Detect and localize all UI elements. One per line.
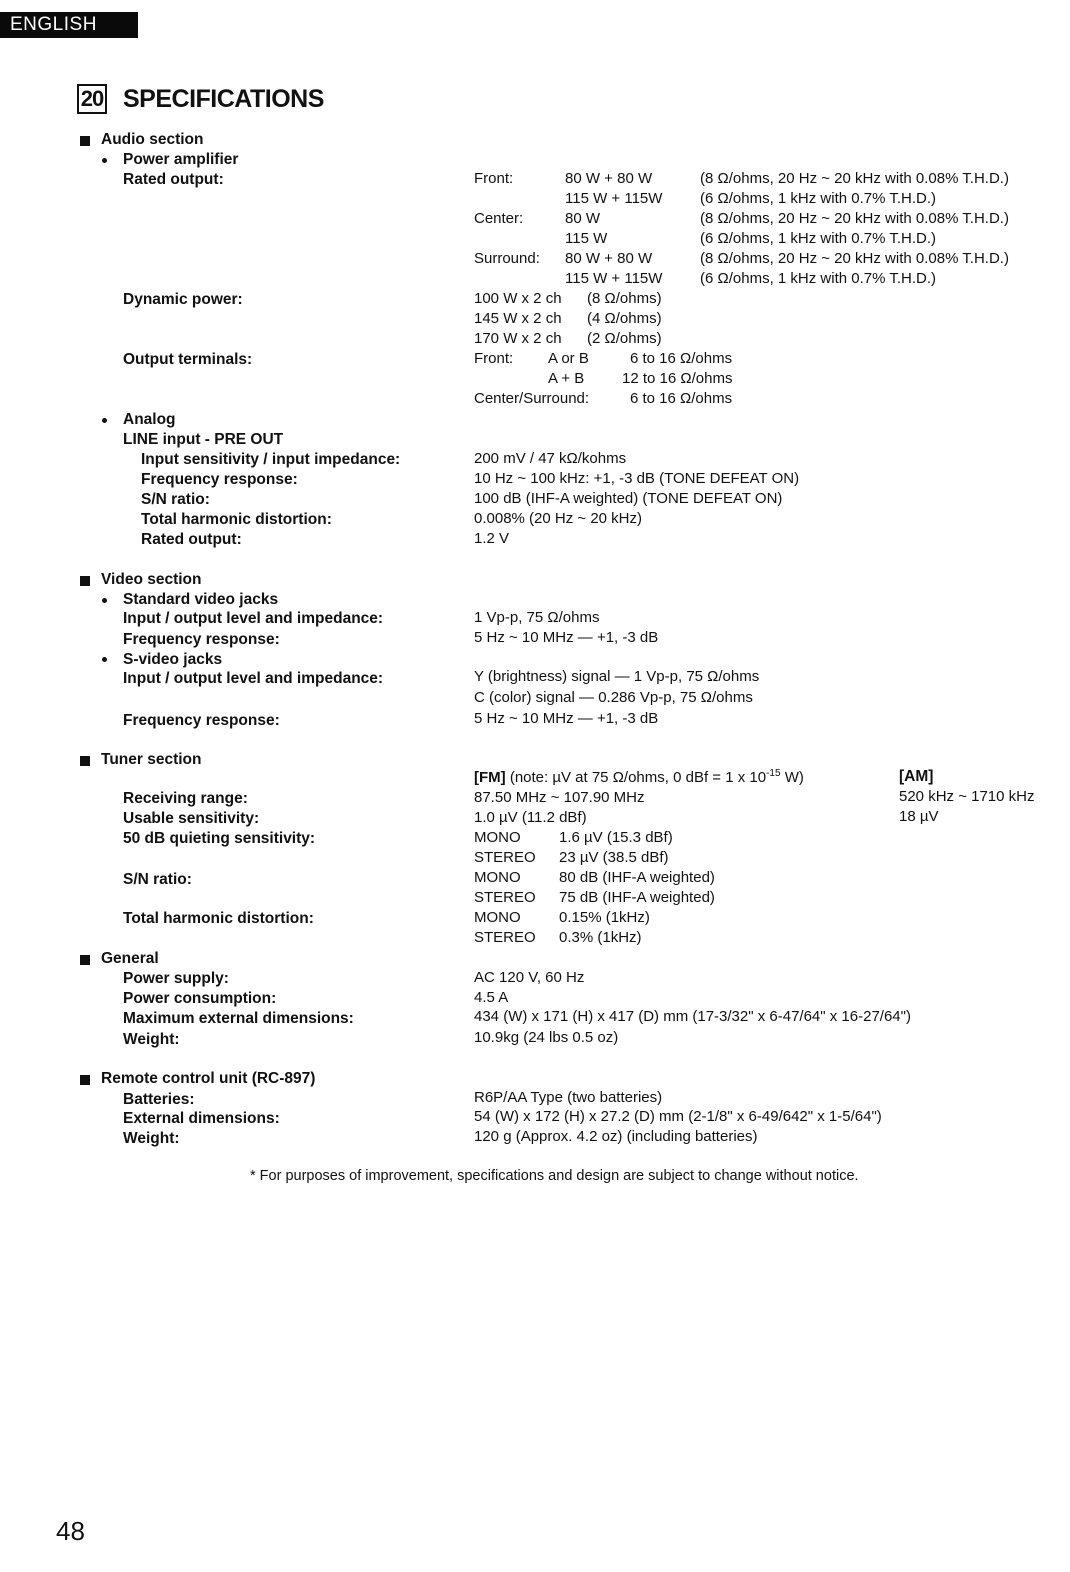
power-consumption-label: Power consumption: bbox=[123, 990, 277, 1007]
bullet-dot-icon bbox=[102, 657, 107, 662]
section-bullet-icon bbox=[80, 136, 90, 146]
quiet-stereo-label: STEREO bbox=[474, 849, 536, 866]
usable-sensitivity-label: Usable sensitivity: bbox=[123, 810, 260, 827]
weight-value: 10.9kg (24 lbs 0.5 oz) bbox=[474, 1029, 619, 1046]
page-number: 48 bbox=[56, 1516, 85, 1546]
input-sensitivity-label: Input sensitivity / input impedance: bbox=[141, 451, 401, 468]
power-amp-heading: Power amplifier bbox=[123, 151, 239, 168]
usable-fm: 1.0 µV (11.2 dBf) bbox=[474, 809, 587, 826]
fm-tag: [FM] bbox=[474, 769, 506, 786]
bullet-dot-icon bbox=[102, 598, 107, 603]
surround-label: Surround: bbox=[474, 250, 540, 267]
front-watts-2: 115 W + 115W bbox=[565, 190, 663, 207]
s-video-heading: S-video jacks bbox=[123, 651, 223, 668]
fm-note: (note: µV at 75 Ω/ohms, 0 dBf = 1 x 10 bbox=[505, 769, 767, 786]
quiet-stereo-value: 23 µV (38.5 dBf) bbox=[559, 849, 669, 866]
sn-mono-label: MONO bbox=[474, 869, 521, 886]
dynamic-load-2: (4 Ω/ohms) bbox=[587, 310, 662, 327]
analog-sn-label: S/N ratio: bbox=[141, 491, 210, 508]
terminal-a-or-b-value: 6 to 16 Ω/ohms bbox=[630, 350, 733, 367]
dynamic-power-label: Dynamic power: bbox=[123, 291, 243, 308]
quiet-mono-label: MONO bbox=[474, 829, 521, 846]
audio-heading: Audio section bbox=[101, 131, 204, 148]
front-label: Front: bbox=[474, 170, 514, 187]
section-number: 20 bbox=[77, 84, 107, 114]
tuner-heading: Tuner section bbox=[101, 751, 202, 768]
standard-video-heading: Standard video jacks bbox=[123, 591, 279, 608]
remote-dimensions-value: 54 (W) x 172 (H) x 27.2 (D) mm (2-1/8" x 6-49/642" x 1-5/64") bbox=[474, 1108, 882, 1125]
analog-heading: Analog bbox=[123, 411, 176, 428]
power-supply-value: AC 120 V, 60 Hz bbox=[474, 969, 585, 986]
line-input-heading: LINE input - PRE OUT bbox=[123, 431, 284, 448]
batteries-value: R6P/AA Type (two batteries) bbox=[474, 1089, 663, 1106]
center-watts-1: 80 W bbox=[565, 210, 601, 227]
tuner-sn-label: S/N ratio: bbox=[123, 871, 192, 888]
remote-dimensions-label: External dimensions: bbox=[123, 1110, 280, 1127]
receiving-range-label: Receiving range: bbox=[123, 790, 248, 807]
center-label: Center: bbox=[474, 210, 524, 227]
s-freq-label: Frequency response: bbox=[123, 712, 280, 729]
center-watts-2: 115 W bbox=[565, 230, 608, 247]
bullet-dot-icon bbox=[102, 418, 107, 423]
footnote: * For purposes of improvement, specifications and design are subject to change without notice. bbox=[250, 1168, 859, 1184]
dynamic-power-1: 100 W x 2 ch bbox=[474, 290, 562, 307]
sn-stereo-label: STEREO bbox=[474, 889, 536, 906]
general-heading: General bbox=[101, 950, 159, 967]
section-bullet-icon bbox=[80, 1075, 90, 1085]
surround-watts-1: 80 W + 80 W bbox=[565, 250, 653, 267]
range-am: 520 kHz ~ 1710 kHz bbox=[899, 788, 1035, 805]
analog-thd-label: Total harmonic distortion: bbox=[141, 511, 332, 528]
input-sensitivity-value: 200 mV / 47 kΩ/kohms bbox=[474, 450, 627, 467]
remote-weight-label: Weight: bbox=[123, 1130, 180, 1147]
analog-sn-value: 100 dB (IHF-A weighted) (TONE DEFEAT ON) bbox=[474, 490, 783, 507]
front-cond-1: (8 Ω/ohms, 20 Hz ~ 20 kHz with 0.08% T.H.D.) bbox=[700, 170, 1009, 187]
batteries-label: Batteries: bbox=[123, 1091, 195, 1108]
terminal-center-surround-value: 6 to 16 Ω/ohms bbox=[630, 390, 733, 407]
surround-cond-1: (8 Ω/ohms, 20 Hz ~ 20 kHz with 0.08% T.H.D.) bbox=[700, 250, 1009, 267]
quiet-mono-value: 1.6 µV (15.3 dBf) bbox=[559, 829, 673, 846]
usable-am: 18 µV bbox=[899, 808, 939, 825]
surround-cond-2: (6 Ω/ohms, 1 kHz with 0.7% T.H.D.) bbox=[700, 270, 937, 287]
surround-watts-2: 115 W + 115W bbox=[565, 270, 663, 287]
page-title: SPECIFICATIONS bbox=[123, 85, 324, 113]
thd-stereo-value: 0.3% (1kHz) bbox=[559, 929, 642, 946]
s-io-value-2: C (color) signal — 0.286 Vp-p, 75 Ω/ohms bbox=[474, 689, 753, 706]
remote-heading: Remote control unit (RC-897) bbox=[101, 1070, 316, 1087]
s-freq-value: 5 Hz ~ 10 MHz — +1, -3 dB bbox=[474, 710, 659, 727]
dynamic-power-3: 170 W x 2 ch bbox=[474, 330, 562, 347]
range-fm: 87.50 MHz ~ 107.90 MHz bbox=[474, 789, 645, 806]
dimensions-label: Maximum external dimensions: bbox=[123, 1010, 354, 1027]
sn-stereo-value: 75 dB (IHF-A weighted) bbox=[559, 889, 715, 906]
bullet-dot-icon bbox=[102, 158, 107, 163]
dynamic-load-1: (8 Ω/ohms) bbox=[587, 290, 662, 307]
front-watts-1: 80 W + 80 W bbox=[565, 170, 653, 187]
terminal-center-surround-label: Center/Surround: bbox=[474, 390, 590, 407]
dynamic-power-2: 145 W x 2 ch bbox=[474, 310, 562, 327]
analog-rated-label: Rated output: bbox=[141, 531, 242, 548]
weight-label: Weight: bbox=[123, 1031, 180, 1048]
fm-note-line bbox=[474, 769, 804, 786]
section-bullet-icon bbox=[80, 576, 90, 586]
std-io-value: 1 Vp-p, 75 Ω/ohms bbox=[474, 609, 600, 626]
tuner-thd-label: Total harmonic distortion: bbox=[123, 910, 314, 927]
analog-freq-value: 10 Hz ~ 100 kHz: +1, -3 dB (TONE DEFEAT ON) bbox=[474, 470, 800, 487]
std-io-label: Input / output level and impedance: bbox=[123, 610, 384, 627]
sn-mono-value: 80 dB (IHF-A weighted) bbox=[559, 869, 715, 886]
output-terminals-label: Output terminals: bbox=[123, 351, 253, 368]
center-cond-1: (8 Ω/ohms, 20 Hz ~ 20 kHz with 0.08% T.H.D.) bbox=[700, 210, 1009, 227]
analog-rated-value: 1.2 V bbox=[474, 530, 510, 547]
terminal-front-label: Front: bbox=[474, 350, 514, 367]
fm-note-exponent: -15 bbox=[766, 768, 781, 779]
front-cond-2: (6 Ω/ohms, 1 kHz with 0.7% T.H.D.) bbox=[700, 190, 937, 207]
s-io-label: Input / output level and impedance: bbox=[123, 670, 384, 687]
analog-freq-label: Frequency response: bbox=[141, 471, 298, 488]
remote-weight-value: 120 g (Approx. 4.2 oz) (including batteries) bbox=[474, 1128, 758, 1145]
section-bullet-icon bbox=[80, 756, 90, 766]
fm-note-end: W) bbox=[780, 769, 804, 786]
terminal-a-plus-b: A + B bbox=[548, 370, 585, 387]
video-heading: Video section bbox=[101, 571, 202, 588]
terminal-a-plus-b-value: 12 to 16 Ω/ohms bbox=[622, 370, 733, 387]
am-tag: [AM] bbox=[899, 768, 934, 785]
dimensions-value: 434 (W) x 171 (H) x 417 (D) mm (17-3/32" x 6-47/64" x 16-27/64") bbox=[474, 1008, 911, 1025]
terminal-a-or-b: A or B bbox=[548, 350, 589, 367]
thd-mono-value: 0.15% (1kHz) bbox=[559, 909, 650, 926]
analog-thd-value: 0.008% (20 Hz ~ 20 kHz) bbox=[474, 510, 642, 527]
power-consumption-value: 4.5 A bbox=[474, 989, 509, 1006]
power-supply-label: Power supply: bbox=[123, 970, 229, 987]
thd-mono-label: MONO bbox=[474, 909, 521, 926]
std-freq-label: Frequency response: bbox=[123, 631, 280, 648]
center-cond-2: (6 Ω/ohms, 1 kHz with 0.7% T.H.D.) bbox=[700, 230, 937, 247]
std-freq-value: 5 Hz ~ 10 MHz — +1, -3 dB bbox=[474, 629, 659, 646]
rated-output-label: Rated output: bbox=[123, 171, 224, 188]
dynamic-load-3: (2 Ω/ohms) bbox=[587, 330, 662, 347]
s-io-value-1: Y (brightness) signal — 1 Vp-p, 75 Ω/ohms bbox=[474, 668, 760, 685]
section-bullet-icon bbox=[80, 955, 90, 965]
language-tab: ENGLISH bbox=[0, 12, 138, 38]
quieting-label: 50 dB quieting sensitivity: bbox=[123, 830, 316, 847]
thd-stereo-label: STEREO bbox=[474, 929, 536, 946]
